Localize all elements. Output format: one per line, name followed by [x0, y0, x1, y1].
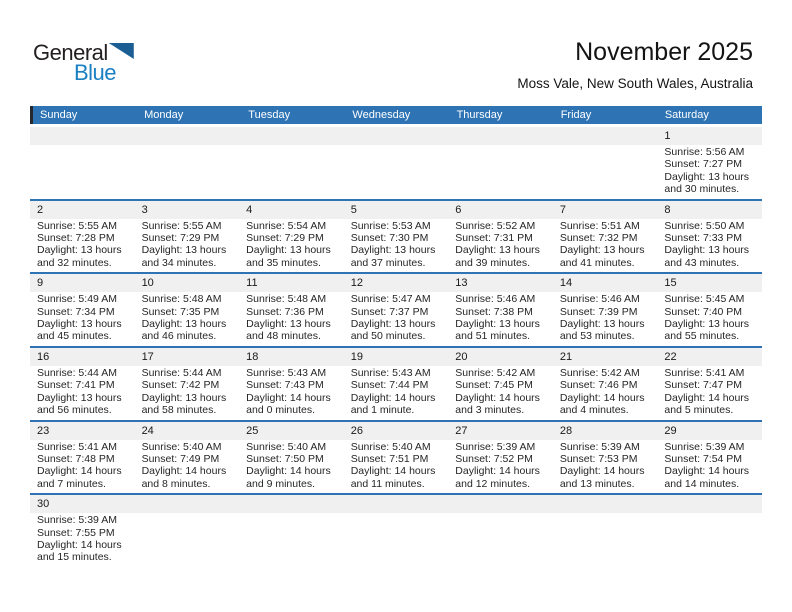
calendar-cell [239, 366, 344, 420]
cell-line: Sunrise: 5:45 AM [664, 293, 745, 306]
cell-line: and 14 minutes. [664, 477, 740, 490]
cell-line: Sunrise: 5:52 AM [455, 219, 536, 232]
day-number [553, 495, 658, 514]
day-number: 8 [664, 203, 671, 216]
cell-line: Sunrise: 5:50 AM [664, 219, 745, 232]
cell-line: Sunrise: 5:46 AM [455, 293, 536, 306]
cell-line: Sunrise: 5:39 AM [559, 440, 640, 453]
cell-line: and 4 minutes. [559, 404, 629, 417]
day-number: 28 [559, 424, 573, 437]
calendar-cell [344, 292, 449, 346]
cell-line: Sunset: 7:48 PM [37, 452, 115, 465]
day-number: 11 [246, 277, 258, 290]
cell-line: Sunrise: 5:54 AM [246, 219, 327, 232]
calendar-cell [657, 145, 762, 199]
cell-line: Sunset: 7:41 PM [37, 379, 115, 392]
cell-line: Sunset: 7:34 PM [37, 305, 115, 318]
cell-line: and 53 minutes. [559, 330, 635, 343]
day-number-band [30, 201, 762, 219]
cell-line: Sunset: 7:37 PM [350, 305, 429, 318]
day-number: 10 [141, 277, 154, 290]
cell-line: and 46 minutes. [141, 330, 217, 343]
cell-line: Sunrise: 5:56 AM [664, 146, 745, 158]
week-details [30, 513, 762, 567]
day-number [344, 127, 449, 146]
cell-line: and 5 minutes. [664, 404, 734, 417]
cell-line: Sunrise: 5:55 AM [37, 219, 117, 232]
day-number-band [30, 422, 762, 440]
cell-line: Daylight: 14 hours [350, 391, 436, 404]
cell-line: Daylight: 13 hours [559, 244, 645, 257]
cell-line: Daylight: 13 hours [141, 391, 227, 404]
calendar-cell [239, 145, 344, 199]
day-number [448, 495, 553, 514]
calendar-cell [135, 219, 240, 273]
cell-line: and 41 minutes. [559, 256, 635, 269]
cell-line: Daylight: 13 hours [141, 244, 227, 257]
cell-line: Sunrise: 5:44 AM [141, 366, 222, 379]
cell-line: and 13 minutes. [559, 477, 635, 490]
day-number: 14 [559, 277, 573, 290]
day-number [30, 127, 135, 146]
cell-line: Daylight: 14 hours [559, 465, 645, 478]
cell-line: Daylight: 13 hours [350, 244, 436, 257]
cell-line: Sunset: 7:49 PM [141, 452, 220, 465]
cell-line: Sunset: 7:31 PM [455, 232, 533, 245]
calendar-cell [30, 292, 135, 346]
cell-line: Daylight: 13 hours [246, 318, 331, 331]
cell-line: Daylight: 14 hours [246, 465, 331, 478]
weekday-saturday: Saturday [664, 109, 709, 121]
cell-line: Sunset: 7:55 PM [37, 526, 115, 539]
cell-line: and 11 minutes. [350, 477, 425, 490]
calendar-cell [553, 366, 658, 420]
cell-line: Sunset: 7:38 PM [455, 305, 533, 318]
day-number [657, 495, 762, 514]
cell-line: Sunrise: 5:43 AM [246, 366, 327, 379]
cell-line: Sunrise: 5:42 AM [455, 366, 536, 379]
day-number-band [30, 495, 762, 513]
cell-line: Sunset: 7:32 PM [559, 232, 638, 245]
cell-line: Daylight: 14 hours [559, 391, 645, 404]
day-number: 20 [455, 350, 468, 363]
cell-line: Sunrise: 5:51 AM [559, 219, 640, 232]
weekday-monday: Monday [144, 109, 184, 121]
cell-line: Sunset: 7:53 PM [559, 452, 638, 465]
day-number: 29 [664, 424, 677, 437]
calendar-cell [30, 366, 135, 420]
cell-line: Daylight: 14 hours [37, 538, 122, 551]
cell-line: Daylight: 14 hours [664, 391, 750, 404]
calendar-cell [448, 513, 553, 567]
cell-line: Daylight: 14 hours [141, 465, 227, 478]
day-number: 1 [664, 130, 671, 142]
day-number: 12 [350, 277, 363, 290]
cell-line: Daylight: 13 hours [350, 318, 436, 331]
calendar [30, 106, 762, 567]
calendar-cell [239, 513, 344, 567]
cell-line: Sunset: 7:28 PM [37, 232, 115, 245]
calendar-cell [657, 219, 762, 273]
calendar-cell [30, 145, 135, 199]
calendar-weeks [30, 127, 762, 567]
cell-line: Daylight: 14 hours [37, 465, 122, 478]
weekday-wednesday: Wednesday [352, 109, 411, 121]
day-number [448, 127, 553, 146]
logo-text-blue: Blue [74, 60, 117, 85]
day-number: 6 [455, 203, 462, 216]
weekday-sunday: Sunday [40, 109, 78, 121]
week-row [30, 420, 762, 494]
cell-line: and 50 minutes. [350, 330, 426, 343]
weekday-friday: Friday [560, 109, 592, 121]
day-number: 27 [455, 424, 468, 437]
cell-line: and 15 minutes. [37, 551, 112, 564]
calendar-cell [135, 513, 240, 567]
day-number [553, 127, 658, 146]
cell-line: Sunset: 7:52 PM [455, 452, 533, 465]
calendar-cell [657, 440, 762, 494]
calendar-cell [657, 366, 762, 420]
cell-line: and 3 minutes. [455, 404, 525, 417]
calendar-cell [553, 219, 658, 273]
day-number: 22 [664, 350, 677, 363]
week-row [30, 272, 762, 346]
week-details [30, 219, 762, 273]
calendar-cell [344, 440, 449, 494]
cell-line: Daylight: 13 hours [455, 318, 540, 331]
calendar-cell [657, 292, 762, 346]
day-number: 2 [37, 203, 44, 216]
day-number: 4 [246, 203, 253, 216]
day-number [135, 495, 240, 514]
calendar-cell [553, 145, 658, 199]
day-number: 30 [37, 498, 50, 511]
calendar-cell [344, 145, 449, 199]
cell-line: and 1 minute. [350, 404, 415, 417]
cell-line: Sunrise: 5:48 AM [246, 293, 327, 306]
day-number: 26 [350, 424, 363, 437]
cell-line: Daylight: 13 hours [664, 244, 750, 257]
cell-line: Daylight: 13 hours [664, 170, 750, 183]
cell-line: Daylight: 14 hours [350, 465, 436, 478]
cell-line: Sunset: 7:54 PM [664, 452, 743, 465]
week-details [30, 440, 762, 494]
day-number [239, 495, 344, 514]
day-number: 7 [559, 203, 566, 216]
cell-line: Sunset: 7:47 PM [664, 379, 743, 392]
day-number-band [30, 348, 762, 366]
cell-line: Sunset: 7:50 PM [246, 452, 324, 465]
day-number [135, 127, 240, 146]
calendar-cell [239, 219, 344, 273]
cell-line: and 9 minutes. [246, 477, 316, 490]
cell-line: Daylight: 14 hours [246, 391, 331, 404]
cell-line: and 35 minutes. [246, 256, 321, 269]
cell-line: Sunrise: 5:39 AM [455, 440, 536, 453]
calendar-cell [135, 366, 240, 420]
cell-line: Sunset: 7:42 PM [141, 379, 220, 392]
cell-line: and 39 minutes. [455, 256, 530, 269]
day-number: 25 [246, 424, 259, 437]
cell-line: Sunset: 7:44 PM [350, 379, 429, 392]
cell-line: and 56 minutes. [37, 404, 112, 417]
cell-line: and 37 minutes. [350, 256, 426, 269]
calendar-cell [448, 145, 553, 199]
cell-line: Sunrise: 5:47 AM [350, 293, 431, 306]
cell-line: Sunset: 7:45 PM [455, 379, 533, 392]
cell-line: Sunrise: 5:41 AM [664, 366, 745, 379]
calendar-cell [239, 440, 344, 494]
day-number: 17 [141, 350, 154, 363]
cell-line: Sunset: 7:43 PM [246, 379, 324, 392]
page-title: November 2025 [575, 38, 753, 66]
week-row [30, 493, 762, 567]
cell-line: Sunset: 7:29 PM [246, 232, 324, 245]
calendar-cell [135, 145, 240, 199]
cell-line: Daylight: 13 hours [37, 244, 122, 257]
day-number: 15 [664, 277, 677, 290]
day-number: 3 [141, 203, 148, 216]
cell-line: Sunrise: 5:49 AM [37, 293, 117, 306]
calendar-cell [448, 292, 553, 346]
week-row [30, 127, 762, 199]
cell-line: and 34 minutes. [141, 256, 217, 269]
calendar-cell [553, 292, 658, 346]
day-number: 9 [37, 277, 44, 290]
calendar-cell [657, 513, 762, 567]
day-number [239, 127, 344, 146]
day-number: 5 [350, 203, 357, 216]
cell-line: Sunrise: 5:42 AM [559, 366, 640, 379]
day-number: 19 [350, 350, 363, 363]
title-block [517, 38, 753, 91]
calendar-cell [30, 513, 135, 567]
week-details [30, 292, 762, 346]
cell-line: Sunrise: 5:41 AM [37, 440, 117, 453]
cell-line: Sunrise: 5:43 AM [350, 366, 431, 379]
cell-line: Sunrise: 5:48 AM [141, 293, 222, 306]
calendar-cell [344, 366, 449, 420]
cell-line: and 58 minutes. [141, 404, 217, 417]
day-number: 13 [455, 277, 468, 290]
general-blue-logo [33, 40, 173, 85]
cell-line: Sunrise: 5:39 AM [37, 514, 117, 527]
cell-line: Daylight: 13 hours [37, 391, 122, 404]
cell-line: Daylight: 14 hours [455, 391, 540, 404]
cell-line: Daylight: 13 hours [246, 244, 331, 257]
cell-line: and 12 minutes. [455, 477, 530, 490]
cell-line: Sunrise: 5:53 AM [350, 219, 431, 232]
cell-line: Sunrise: 5:44 AM [37, 366, 117, 379]
cell-line: Sunrise: 5:40 AM [350, 440, 431, 453]
calendar-cell [448, 219, 553, 273]
cell-line: Sunrise: 5:40 AM [141, 440, 222, 453]
cell-line: and 7 minutes. [37, 477, 106, 490]
cell-line: and 45 minutes. [37, 330, 112, 343]
cell-line: and 30 minutes. [664, 183, 740, 196]
cell-line: Daylight: 13 hours [664, 318, 750, 331]
cell-line: Sunset: 7:36 PM [246, 305, 324, 318]
page-subtitle: Moss Vale, New South Wales, Australia [517, 76, 753, 91]
cell-line: Sunset: 7:40 PM [664, 305, 743, 318]
calendar-cell [448, 366, 553, 420]
calendar-cell [135, 440, 240, 494]
calendar-cell [553, 440, 658, 494]
calendar-cell [344, 219, 449, 273]
day-number: 24 [141, 424, 154, 437]
logo-text-general: General [33, 40, 108, 65]
day-number: 16 [37, 350, 50, 363]
cell-line: and 43 minutes. [664, 256, 740, 269]
calendar-cell [30, 219, 135, 273]
week-row [30, 346, 762, 420]
cell-line: Sunset: 7:39 PM [559, 305, 638, 318]
cell-line: Sunset: 7:46 PM [559, 379, 638, 392]
calendar-cell [448, 440, 553, 494]
week-details [30, 366, 762, 420]
cell-line: Sunset: 7:35 PM [141, 305, 220, 318]
week-row [30, 199, 762, 273]
cell-line: Sunset: 7:30 PM [350, 232, 429, 245]
cell-line: Daylight: 14 hours [455, 465, 540, 478]
cell-line: Sunrise: 5:39 AM [664, 440, 745, 453]
cell-line: Daylight: 14 hours [664, 465, 750, 478]
cell-line: Sunrise: 5:40 AM [246, 440, 327, 453]
cell-line: Daylight: 13 hours [455, 244, 540, 257]
day-number [344, 495, 449, 514]
cell-line: and 8 minutes. [141, 477, 211, 490]
cell-line: and 0 minutes. [246, 404, 316, 417]
cell-line: and 48 minutes. [246, 330, 321, 343]
cell-line: Sunrise: 5:46 AM [559, 293, 640, 306]
calendar-cell [239, 292, 344, 346]
day-number-band [30, 274, 762, 292]
cell-line: Sunset: 7:33 PM [664, 232, 743, 245]
cell-line: Sunset: 7:51 PM [350, 452, 429, 465]
calendar-cell [344, 513, 449, 567]
cell-line: Daylight: 13 hours [141, 318, 227, 331]
week-details [30, 145, 762, 199]
cell-line: Daylight: 13 hours [559, 318, 645, 331]
weekday-header-row [30, 106, 762, 124]
cell-line: Daylight: 13 hours [37, 318, 122, 331]
weekday-tuesday: Tuesday [248, 109, 291, 121]
cell-line: Sunset: 7:27 PM [664, 158, 743, 171]
logo-triangle-icon [109, 43, 134, 59]
weekday-thursday: Thursday [456, 109, 503, 121]
day-number-band [30, 127, 762, 145]
day-number: 23 [37, 424, 50, 437]
calendar-cell [135, 292, 240, 346]
cell-line: Sunset: 7:29 PM [141, 232, 220, 245]
cell-line: and 55 minutes. [664, 330, 740, 343]
cell-line: and 51 minutes. [455, 330, 530, 343]
cell-line: and 32 minutes. [37, 256, 112, 269]
day-number: 21 [559, 350, 573, 363]
calendar-cell [30, 440, 135, 494]
calendar-cell [553, 513, 658, 567]
day-number: 18 [246, 350, 259, 363]
cell-line: Sunrise: 5:55 AM [141, 219, 222, 232]
